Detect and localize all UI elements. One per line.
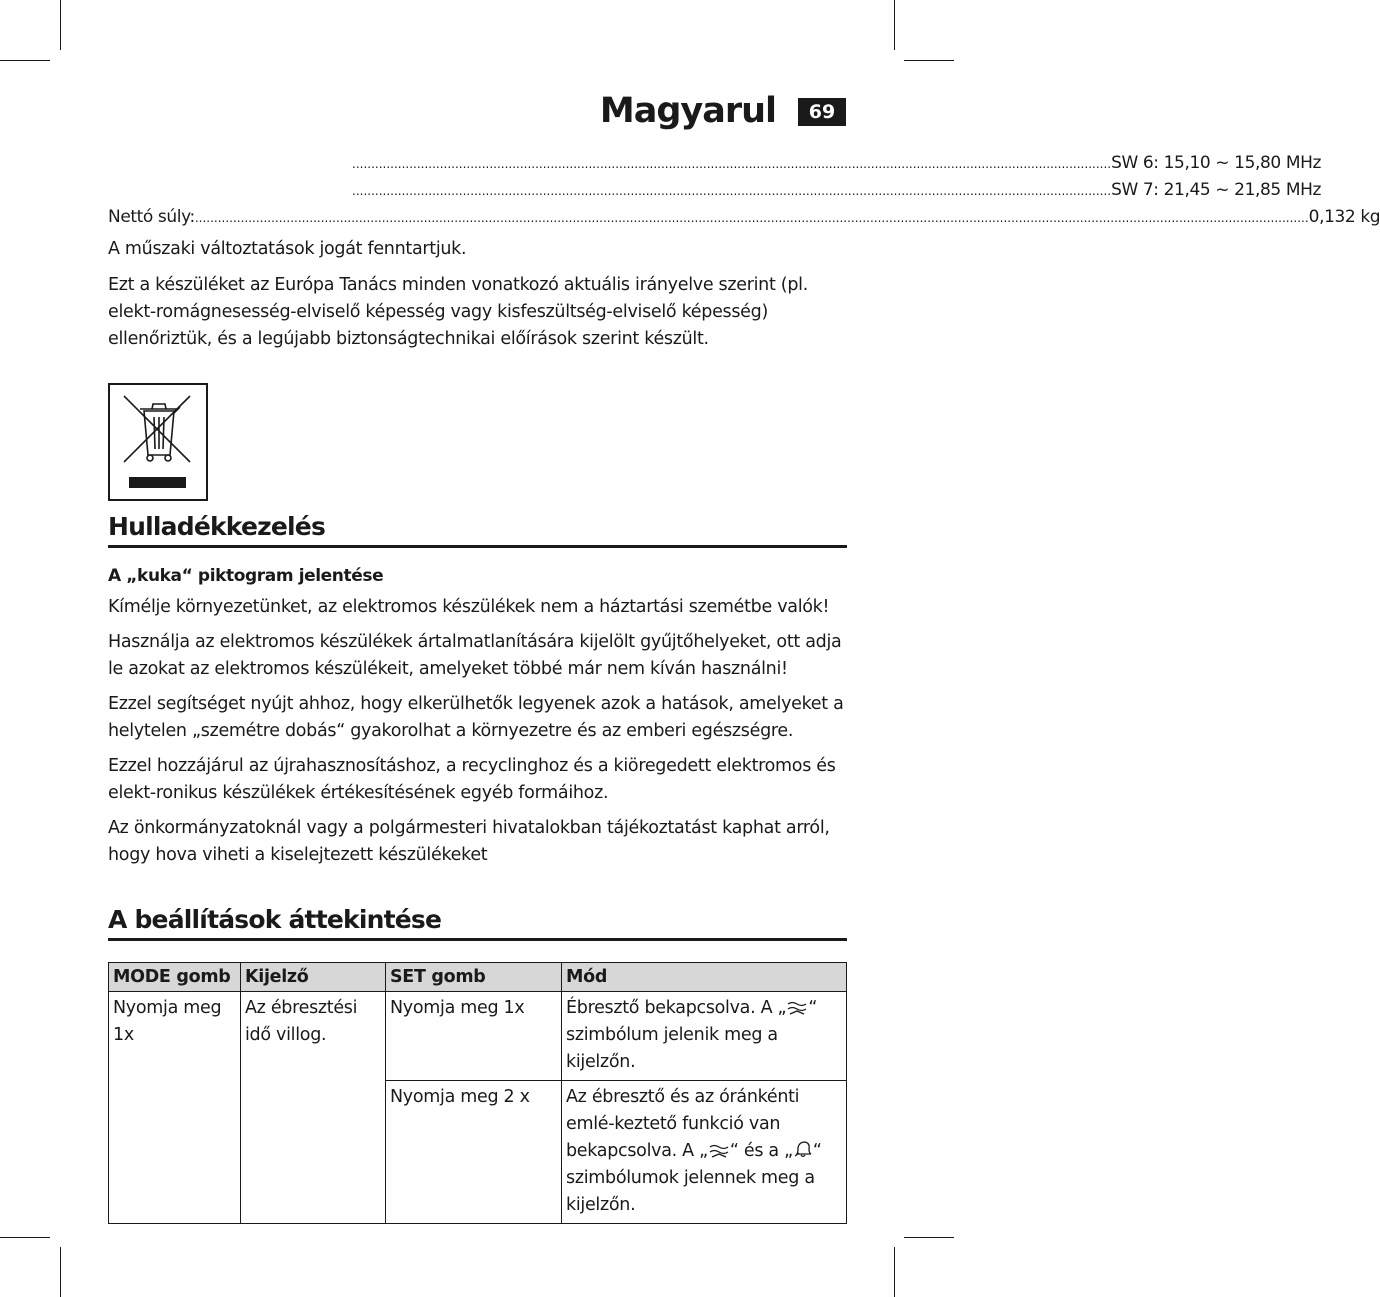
- spec-label: Nettó súly:: [108, 207, 195, 227]
- crop-mark: [894, 0, 895, 50]
- settings-table: [108, 962, 847, 1224]
- paragraph: Kímélje környezetünket, az elektromos készülékek nem a háztartási szemétbe valók!: [108, 597, 830, 617]
- table-cell: Nyomja meg 1x: [386, 992, 562, 1081]
- cell-text: “ szimbólum jelenik meg a kijelzőn.: [566, 998, 818, 1072]
- subsection-title: A „kuka“ piktogram jelentése: [108, 566, 384, 586]
- paragraph: A műszaki változtatások jogát fenntartjuk.: [108, 239, 467, 259]
- spec-row: [108, 200, 1380, 227]
- table-cell: Nyomja meg 2 x: [386, 1081, 562, 1224]
- paragraph: Ezzel hozzájárul az újrahasznosításhoz, a recyclinghoz és a kiöregedett elektromos és elekt-ronikus készülékek értékesítésének egyéb formáihoz.: [108, 756, 836, 803]
- table-cell: Az ébresztési idő villog.: [241, 992, 386, 1224]
- cell-text: “ szimbólumok jelennek meg a kijelzőn.: [566, 1141, 822, 1215]
- crop-mark: [0, 60, 50, 61]
- column-header: SET gomb: [386, 963, 562, 992]
- spec-value: SW 7: 21,45 ~ 21,85 MHz: [1111, 180, 1321, 200]
- section-title-settings: A beállítások áttekintése: [108, 905, 847, 941]
- column-header: Mód: [562, 963, 847, 992]
- paragraph: Ezzel segítséget nyújt ahhoz, hogy elkerülhetők legyenek azok a hatások, amelyeket a helytelen „szemétre dobás“ gyakorolhat a környezetre és az emberi egészségre.: [108, 694, 844, 741]
- alarm-waves-icon: [786, 1000, 808, 1016]
- page-header: [599, 91, 846, 131]
- crop-mark: [904, 1237, 954, 1238]
- leader-dots: ....................................................................................................................................................................................................................................................................................................: [194, 211, 1309, 225]
- table-header-row: [109, 963, 847, 992]
- language-title: Magyarul: [599, 91, 776, 131]
- paragraph: Ezt a készüléket az Európa Tanács minden vonatkozó aktuális irányelve szerint (pl. elekt-romágnesesség-elviselő képesség vagy kisfeszültség-elviselő képesség) ellenőriztük, és a legújabb biztonságtechnikai előírások szerint készült.: [108, 275, 808, 349]
- paragraph: Az önkormányzatoknál vagy a polgármesteri hivatalokban tájékoztatást kaphat arról, hogy hova viheti a kiselejtezett készülékeket: [108, 818, 830, 865]
- spec-value: 0,132 kg: [1308, 207, 1380, 227]
- crop-mark: [60, 1247, 61, 1297]
- column-header: MODE gomb: [109, 963, 241, 992]
- crop-mark: [894, 1247, 895, 1297]
- cell-text: Az ébresztő és az óránkénti emlé-keztető funkció van bekapcsolva. A „: [566, 1087, 800, 1161]
- page-number: 69: [798, 98, 846, 126]
- table-cell: Nyomja meg 1x: [109, 992, 241, 1224]
- crossed-out-wheelie-bin-icon: [108, 383, 208, 501]
- spec-list: [108, 146, 1380, 227]
- table-row: [109, 992, 847, 1081]
- column-header: Kijelző: [241, 963, 386, 992]
- spec-row: [352, 173, 1321, 200]
- alarm-waves-icon: [708, 1143, 730, 1159]
- crop-mark: [60, 0, 61, 50]
- spec-row: [352, 146, 1321, 173]
- table-cell: [562, 992, 847, 1081]
- crop-mark: [904, 60, 954, 61]
- table-cell: [562, 1081, 847, 1224]
- section-title-disposal: Hulladékkezelés: [108, 512, 847, 548]
- leader-dots: .......................................................................................................................................................................................................: [352, 184, 1112, 198]
- cell-text: “ és a „: [729, 1141, 793, 1161]
- cell-text: Ébresztő bekapcsolva. A „: [566, 998, 787, 1018]
- spec-value: SW 6: 15,10 ~ 15,80 MHz: [1111, 153, 1321, 173]
- crop-mark: [0, 1237, 50, 1238]
- bell-icon: [793, 1139, 813, 1159]
- leader-dots: .......................................................................................................................................................................................................: [352, 157, 1112, 171]
- paragraph: Használja az elektromos készülékek ártalmatlanítására kijelölt gyűjtőhelyeket, ott adja le azokat az elektromos készülékeit, amelyeket többé már nem kíván használni!: [108, 632, 842, 679]
